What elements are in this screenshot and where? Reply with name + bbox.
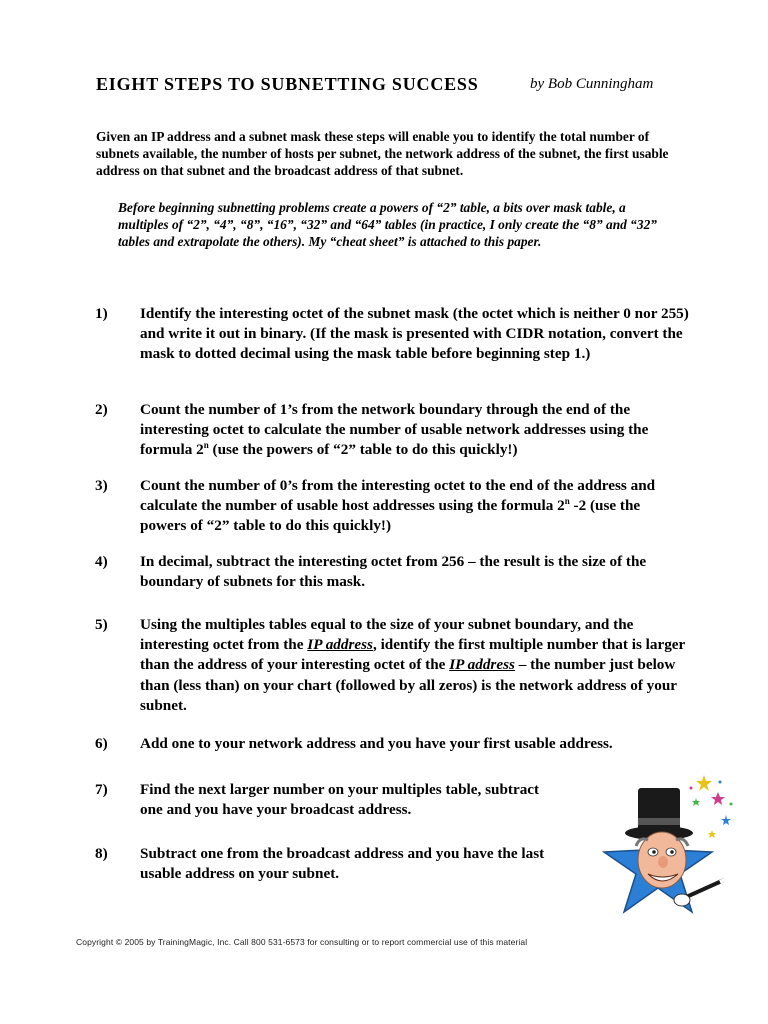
step-number: 8): [95, 845, 108, 862]
step-number: 3): [95, 477, 108, 494]
step-text: Subtract one from the broadcast address and you have the last usable address on your subnet.: [140, 845, 545, 883]
step-text: In decimal, subtract the interesting octet from 256 – the result is the size of the boundary of subnets for this mask.: [140, 553, 647, 591]
author-byline: by Bob Cunningham: [530, 76, 654, 92]
step-number: 1): [95, 305, 108, 322]
step-text: Add one to your network address and you have your first usable address.: [140, 735, 613, 752]
copyright-footer: Copyright © 2005 by TrainingMagic, Inc. Call 800 531-6573 for consulting or to report commercial use of this material: [76, 937, 528, 947]
step-number: 5): [95, 616, 108, 633]
step-number: 4): [95, 553, 108, 570]
intro-paragraph: Given an IP address and a subnet mask these steps will enable you to identify the total number of subnets available, the number of hosts per subnet, the network address of the subnet, the first usable address on that subnet and the broadcast address of that subnet.: [96, 129, 669, 178]
step-text: Count the number of 0’s from the interesting octet to the end of the address and calculate the number of usable host addresses using the formula 2$^n$ -2 (use the powers of “2” table to do this quickly!): [140, 477, 656, 535]
step-text: Count the number of 1’s from the network boundary through the end of the interesting octet to calculate the number of usable network addresses using the formula 2$^n$ (use the powers of “2” table to do this quickly!): [140, 401, 649, 459]
sparkle-stars-icon: [690, 775, 733, 838]
step-text: Identify the interesting octet of the subnet mask (the octet which is neither 0 nor 255) and write it out in binary. (If the mask is presented with CIDR notation, convert the mask to dotted decimal using the mask table before beginning step 1.): [140, 305, 689, 363]
step-text: Using the multiples tables equal to the size of your subnet boundary, and the interesting octet from the IP address, identify the first multiple number that is larger than the address of your interesting octet of the IP address – the number just below than (less than) on your chart (followed by all zeros) is the network address of your subnet.: [140, 616, 686, 714]
step-number: 6): [95, 735, 108, 752]
step-number: 2): [95, 401, 108, 418]
step-number: 7): [95, 781, 108, 798]
step-text: Find the next larger number on your multiples table, subtract one and you have your broadcast address.: [140, 781, 540, 819]
page-title: EIGHT STEPS TO SUBNETTING SUCCESS: [96, 74, 479, 94]
preparation-note: Before beginning subnetting problems create a powers of “2” table, a bits over mask table, a multiples of “2”, “4”, “8”, “16”, “32” and “64” tables (in practice, I only create the “8” and “32” tables and extrapolate the others). My “cheat sheet” is attached to this paper.: [118, 200, 657, 249]
magician-illustration: [596, 770, 736, 920]
